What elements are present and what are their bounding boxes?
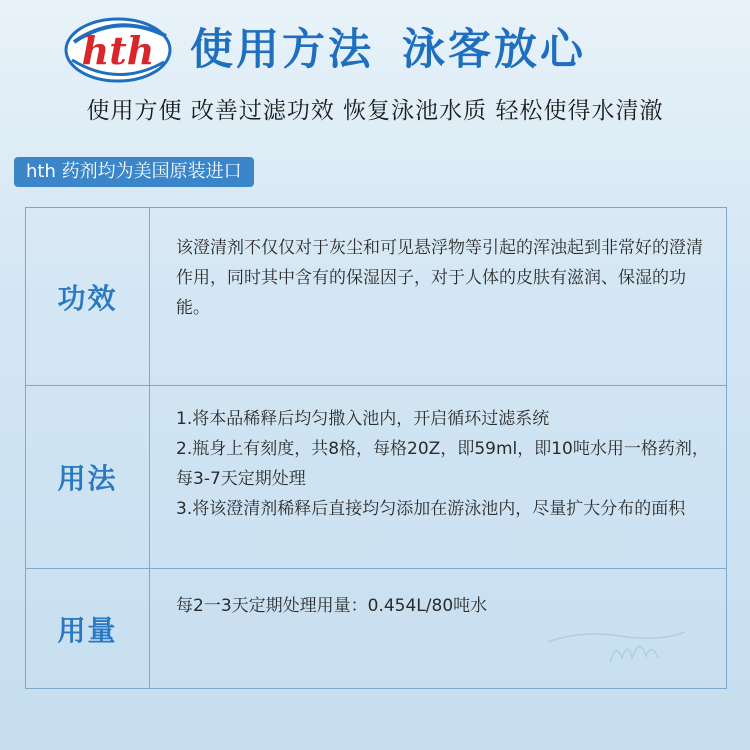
hth-logo [62,14,174,84]
signature-mark [540,612,690,682]
origin-badge: hth 药剂均为美国原装进口 [14,157,254,187]
tagline: 使用方便 改善过滤功效 恢复泳池水质 轻松使得水清澈 [86,98,664,124]
row-label: 功效 [26,208,150,385]
row-label: 用量 [26,569,150,689]
content-line: 1.将本品稀释后均匀撒入池内，开启循环过滤系统 [176,409,550,429]
content-line: 2.瓶身上有刻度，共8格，每格20Z，即59ml，即10吨水用一格药剂，每3-7天定期处理 [176,439,709,489]
title-usage: 使用方法 [190,25,374,75]
row-label: 用法 [26,386,150,568]
table-row-method [26,386,726,569]
row-content [176,404,712,524]
content-line: 3.将该澄清剂稀释后直接均匀添加在游泳池内，尽量扩大分布的面积 [176,499,686,519]
row-content [176,233,712,323]
logo-wordmark: hth [81,28,155,73]
page-title [190,22,586,78]
title-assurance: 泳客放心 [402,25,586,75]
content-line: 每2一3天定期处理用量：0.454L/80吨水 [176,596,488,616]
table-row-efficacy [26,208,726,386]
content-line: 该澄清剂不仅仅对于灰尘和可见悬浮物等引起的浑浊起到非常好的澄清作用，同时其中含有的保湿因子，对于人体的皮肤有滋润、保湿的功能。 [176,238,703,318]
